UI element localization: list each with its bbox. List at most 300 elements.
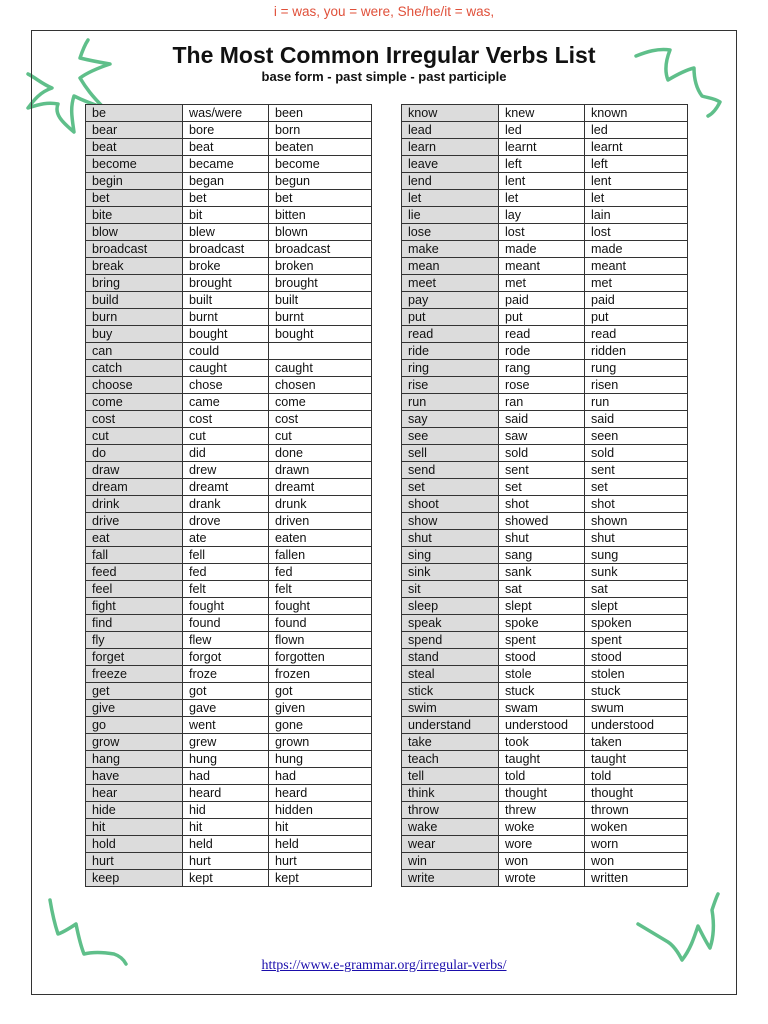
table-row <box>86 751 372 768</box>
past-participle-cell: begun <box>269 173 372 190</box>
table-row <box>402 462 688 479</box>
table-row <box>86 836 372 853</box>
table-row <box>402 836 688 853</box>
table-row <box>402 802 688 819</box>
past-participle-cell: brought <box>269 275 372 292</box>
base-form-cell: drink <box>86 496 183 513</box>
base-form-cell: rise <box>402 377 499 394</box>
past-participle-cell: shot <box>585 496 688 513</box>
table-row <box>402 785 688 802</box>
past-participle-cell: sent <box>585 462 688 479</box>
past-participle-cell: sung <box>585 547 688 564</box>
past-simple-cell: fought <box>183 598 269 615</box>
past-participle-cell: let <box>585 190 688 207</box>
table-row <box>86 292 372 309</box>
past-simple-cell: could <box>183 343 269 360</box>
table-row <box>86 462 372 479</box>
base-form-cell: give <box>86 700 183 717</box>
base-form-cell: keep <box>86 870 183 887</box>
page-subtitle: base form - past simple - past participle <box>261 69 507 84</box>
past-simple-cell: stuck <box>499 683 585 700</box>
past-participle-cell: fallen <box>269 547 372 564</box>
table-row <box>402 751 688 768</box>
table-row <box>86 105 372 122</box>
table-row <box>86 224 372 241</box>
past-simple-cell: built <box>183 292 269 309</box>
base-form-cell: sleep <box>402 598 499 615</box>
base-form-cell: read <box>402 326 499 343</box>
base-form-cell: put <box>402 309 499 326</box>
past-simple-cell: gave <box>183 700 269 717</box>
past-participle-cell: heard <box>269 785 372 802</box>
past-simple-cell: grew <box>183 734 269 751</box>
past-simple-cell: chose <box>183 377 269 394</box>
past-participle-cell: hit <box>269 819 372 836</box>
past-simple-cell: drove <box>183 513 269 530</box>
past-participle-cell: known <box>585 105 688 122</box>
table-row <box>86 666 372 683</box>
table-row <box>402 819 688 836</box>
page-title: The Most Common Irregular Verbs List <box>172 42 596 68</box>
past-simple-cell: froze <box>183 666 269 683</box>
past-simple-cell: took <box>499 734 585 751</box>
base-form-cell: think <box>402 785 499 802</box>
base-form-cell: bet <box>86 190 183 207</box>
base-form-cell: do <box>86 445 183 462</box>
table-row <box>402 122 688 139</box>
base-form-cell: find <box>86 615 183 632</box>
past-simple-cell: drew <box>183 462 269 479</box>
base-form-cell: cost <box>86 411 183 428</box>
base-form-cell: hurt <box>86 853 183 870</box>
past-participle-cell: left <box>585 156 688 173</box>
base-form-cell: lie <box>402 207 499 224</box>
past-simple-cell: swam <box>499 700 585 717</box>
table-row <box>86 632 372 649</box>
past-simple-cell: cut <box>183 428 269 445</box>
table-row <box>86 445 372 462</box>
verb-table-right <box>401 104 688 887</box>
past-simple-cell: dreamt <box>183 479 269 496</box>
past-simple-cell: meant <box>499 258 585 275</box>
past-participle-cell: seen <box>585 428 688 445</box>
past-participle-cell: cut <box>269 428 372 445</box>
base-form-cell: eat <box>86 530 183 547</box>
table-row <box>86 615 372 632</box>
past-simple-cell: wore <box>499 836 585 853</box>
past-participle-cell: woken <box>585 819 688 836</box>
base-form-cell: bear <box>86 122 183 139</box>
handwritten-annotation: i = was, you = were, She/he/it = was, <box>273 4 495 19</box>
table-row <box>402 700 688 717</box>
past-simple-cell: bit <box>183 207 269 224</box>
past-simple-cell: beat <box>183 139 269 156</box>
base-form-cell: dream <box>86 479 183 496</box>
past-participle-cell: fought <box>269 598 372 615</box>
past-participle-cell: eaten <box>269 530 372 547</box>
past-participle-cell: taught <box>585 751 688 768</box>
table-row <box>86 343 372 360</box>
past-participle-cell: set <box>585 479 688 496</box>
table-row <box>402 139 688 156</box>
past-participle-cell: lost <box>585 224 688 241</box>
past-participle-cell: sat <box>585 581 688 598</box>
base-form-cell: shoot <box>402 496 499 513</box>
base-form-cell: sink <box>402 564 499 581</box>
past-simple-cell: sang <box>499 547 585 564</box>
past-participle-cell: ridden <box>585 343 688 360</box>
table-row <box>86 649 372 666</box>
past-participle-cell: gone <box>269 717 372 734</box>
base-form-cell: come <box>86 394 183 411</box>
base-form-cell: wake <box>402 819 499 836</box>
table-row <box>86 173 372 190</box>
past-simple-cell: went <box>183 717 269 734</box>
past-participle-cell: run <box>585 394 688 411</box>
past-simple-cell: learnt <box>499 139 585 156</box>
base-form-cell: sell <box>402 445 499 462</box>
past-participle-cell: cost <box>269 411 372 428</box>
past-participle-cell: slept <box>585 598 688 615</box>
table-row <box>86 598 372 615</box>
past-simple-cell: lost <box>499 224 585 241</box>
past-participle-cell: chosen <box>269 377 372 394</box>
past-participle-cell: shut <box>585 530 688 547</box>
past-simple-cell: came <box>183 394 269 411</box>
worksheet-page <box>31 30 737 995</box>
past-participle-cell: bet <box>269 190 372 207</box>
base-form-cell: hide <box>86 802 183 819</box>
table-row <box>86 717 372 734</box>
table-row <box>86 802 372 819</box>
past-participle-cell: bitten <box>269 207 372 224</box>
past-simple-cell: thought <box>499 785 585 802</box>
base-form-cell: become <box>86 156 183 173</box>
table-row <box>86 683 372 700</box>
past-participle-cell: read <box>585 326 688 343</box>
past-participle-cell: meant <box>585 258 688 275</box>
past-simple-cell: was/were <box>183 105 269 122</box>
base-form-cell: see <box>402 428 499 445</box>
table-row <box>402 479 688 496</box>
past-participle-cell: rung <box>585 360 688 377</box>
past-participle-cell: risen <box>585 377 688 394</box>
table-row <box>402 734 688 751</box>
table-row <box>86 309 372 326</box>
base-form-cell: understand <box>402 717 499 734</box>
past-participle-cell: caught <box>269 360 372 377</box>
past-participle-cell: driven <box>269 513 372 530</box>
base-form-cell: catch <box>86 360 183 377</box>
table-row <box>86 581 372 598</box>
table-row <box>402 207 688 224</box>
table-row <box>402 649 688 666</box>
table-row <box>86 819 372 836</box>
past-simple-cell: drank <box>183 496 269 513</box>
past-simple-cell: slept <box>499 598 585 615</box>
past-participle-cell: beaten <box>269 139 372 156</box>
base-form-cell: let <box>402 190 499 207</box>
past-simple-cell: knew <box>499 105 585 122</box>
table-row <box>86 275 372 292</box>
base-form-cell: learn <box>402 139 499 156</box>
past-participle-cell: broken <box>269 258 372 275</box>
base-form-cell: lose <box>402 224 499 241</box>
past-participle-cell: written <box>585 870 688 887</box>
past-simple-cell: made <box>499 241 585 258</box>
table-row <box>86 870 372 887</box>
past-simple-cell: felt <box>183 581 269 598</box>
past-participle-cell: sunk <box>585 564 688 581</box>
past-participle-cell: given <box>269 700 372 717</box>
table-row <box>402 343 688 360</box>
past-participle-cell: shown <box>585 513 688 530</box>
past-simple-cell: brought <box>183 275 269 292</box>
table-row <box>402 496 688 513</box>
past-participle-cell <box>269 343 372 360</box>
past-simple-cell: spent <box>499 632 585 649</box>
base-form-cell: send <box>402 462 499 479</box>
past-participle-cell: sold <box>585 445 688 462</box>
past-participle-cell: paid <box>585 292 688 309</box>
base-form-cell: sing <box>402 547 499 564</box>
past-participle-cell: born <box>269 122 372 139</box>
past-participle-cell: drunk <box>269 496 372 513</box>
table-row <box>402 173 688 190</box>
past-simple-cell: lent <box>499 173 585 190</box>
table-row <box>402 241 688 258</box>
past-participle-cell: stuck <box>585 683 688 700</box>
past-participle-cell: spent <box>585 632 688 649</box>
table-row <box>402 156 688 173</box>
table-row <box>402 428 688 445</box>
base-form-cell: cut <box>86 428 183 445</box>
base-form-cell: grow <box>86 734 183 751</box>
table-row <box>402 513 688 530</box>
past-participle-cell: spoken <box>585 615 688 632</box>
table-row <box>86 207 372 224</box>
table-row <box>402 666 688 683</box>
base-form-cell: choose <box>86 377 183 394</box>
past-participle-cell: built <box>269 292 372 309</box>
base-form-cell: ring <box>402 360 499 377</box>
past-participle-cell: made <box>585 241 688 258</box>
base-form-cell: speak <box>402 615 499 632</box>
past-simple-cell: caught <box>183 360 269 377</box>
table-row <box>86 258 372 275</box>
past-participle-cell: lent <box>585 173 688 190</box>
past-simple-cell: won <box>499 853 585 870</box>
past-participle-cell: told <box>585 768 688 785</box>
base-form-cell: feed <box>86 564 183 581</box>
base-form-cell: break <box>86 258 183 275</box>
past-participle-cell: taken <box>585 734 688 751</box>
past-simple-cell: got <box>183 683 269 700</box>
past-simple-cell: paid <box>499 292 585 309</box>
past-simple-cell: wrote <box>499 870 585 887</box>
past-participle-cell: swum <box>585 700 688 717</box>
past-simple-cell: woke <box>499 819 585 836</box>
base-form-cell: make <box>402 241 499 258</box>
base-form-cell: go <box>86 717 183 734</box>
table-row <box>86 768 372 785</box>
past-participle-cell: dreamt <box>269 479 372 496</box>
base-form-cell: stand <box>402 649 499 666</box>
past-simple-cell: read <box>499 326 585 343</box>
past-participle-cell: put <box>585 309 688 326</box>
base-form-cell: have <box>86 768 183 785</box>
base-form-cell: shut <box>402 530 499 547</box>
base-form-cell: begin <box>86 173 183 190</box>
past-simple-cell: rode <box>499 343 585 360</box>
table-row <box>86 428 372 445</box>
past-simple-cell: hid <box>183 802 269 819</box>
base-form-cell: hang <box>86 751 183 768</box>
table-row <box>86 394 372 411</box>
base-form-cell: fall <box>86 547 183 564</box>
past-participle-cell: fed <box>269 564 372 581</box>
base-form-cell: buy <box>86 326 183 343</box>
past-participle-cell: hung <box>269 751 372 768</box>
table-row <box>402 564 688 581</box>
past-participle-cell: learnt <box>585 139 688 156</box>
past-participle-cell: done <box>269 445 372 462</box>
base-form-cell: steal <box>402 666 499 683</box>
base-form-cell: be <box>86 105 183 122</box>
base-form-cell: throw <box>402 802 499 819</box>
past-simple-cell: hung <box>183 751 269 768</box>
base-form-cell: know <box>402 105 499 122</box>
past-simple-cell: fell <box>183 547 269 564</box>
table-row <box>402 530 688 547</box>
base-form-cell: get <box>86 683 183 700</box>
base-form-cell: tell <box>402 768 499 785</box>
table-row <box>86 547 372 564</box>
past-simple-cell: set <box>499 479 585 496</box>
table-row <box>402 105 688 122</box>
past-simple-cell: hit <box>183 819 269 836</box>
table-row <box>402 717 688 734</box>
base-form-cell: win <box>402 853 499 870</box>
past-participle-cell: worn <box>585 836 688 853</box>
base-form-cell: forget <box>86 649 183 666</box>
table-row <box>402 258 688 275</box>
base-form-cell: drive <box>86 513 183 530</box>
past-simple-cell: began <box>183 173 269 190</box>
past-simple-cell: flew <box>183 632 269 649</box>
past-participle-cell: lain <box>585 207 688 224</box>
past-participle-cell: had <box>269 768 372 785</box>
past-simple-cell: bet <box>183 190 269 207</box>
table-row <box>86 496 372 513</box>
table-row <box>402 445 688 462</box>
past-participle-cell: burnt <box>269 309 372 326</box>
table-row <box>86 479 372 496</box>
table-row <box>86 139 372 156</box>
table-row <box>402 870 688 887</box>
past-simple-cell: broadcast <box>183 241 269 258</box>
base-form-cell: show <box>402 513 499 530</box>
past-participle-cell: blown <box>269 224 372 241</box>
table-row <box>402 360 688 377</box>
base-form-cell: say <box>402 411 499 428</box>
base-form-cell: write <box>402 870 499 887</box>
past-participle-cell: flown <box>269 632 372 649</box>
table-row <box>86 564 372 581</box>
past-simple-cell: lay <box>499 207 585 224</box>
past-simple-cell: left <box>499 156 585 173</box>
past-simple-cell: rang <box>499 360 585 377</box>
past-simple-cell: heard <box>183 785 269 802</box>
past-participle-cell: kept <box>269 870 372 887</box>
base-form-cell: leave <box>402 156 499 173</box>
table-row <box>402 326 688 343</box>
past-participle-cell: been <box>269 105 372 122</box>
past-simple-cell: bore <box>183 122 269 139</box>
past-participle-cell: hidden <box>269 802 372 819</box>
table-row <box>86 530 372 547</box>
base-form-cell: lead <box>402 122 499 139</box>
base-form-cell: bring <box>86 275 183 292</box>
table-row <box>402 275 688 292</box>
past-simple-cell: sank <box>499 564 585 581</box>
base-form-cell: sit <box>402 581 499 598</box>
past-participle-cell: become <box>269 156 372 173</box>
table-row <box>402 547 688 564</box>
base-form-cell: swim <box>402 700 499 717</box>
table-row <box>86 411 372 428</box>
base-form-cell: draw <box>86 462 183 479</box>
base-form-cell: hold <box>86 836 183 853</box>
table-row <box>86 190 372 207</box>
table-row <box>402 224 688 241</box>
past-participle-cell: found <box>269 615 372 632</box>
past-simple-cell: threw <box>499 802 585 819</box>
past-simple-cell: burnt <box>183 309 269 326</box>
verb-table-left <box>85 104 372 887</box>
past-participle-cell: won <box>585 853 688 870</box>
past-simple-cell: found <box>183 615 269 632</box>
past-simple-cell: stood <box>499 649 585 666</box>
base-form-cell: hear <box>86 785 183 802</box>
past-participle-cell: hurt <box>269 853 372 870</box>
source-link[interactable]: https://www.e-grammar.org/irregular-verbs/ <box>261 958 507 973</box>
base-form-cell: meet <box>402 275 499 292</box>
base-form-cell: run <box>402 394 499 411</box>
table-row <box>402 292 688 309</box>
past-simple-cell: told <box>499 768 585 785</box>
table-row <box>86 734 372 751</box>
past-simple-cell: kept <box>183 870 269 887</box>
past-simple-cell: became <box>183 156 269 173</box>
past-simple-cell: let <box>499 190 585 207</box>
past-participle-cell: stolen <box>585 666 688 683</box>
base-form-cell: wear <box>402 836 499 853</box>
base-form-cell: hit <box>86 819 183 836</box>
past-participle-cell: bought <box>269 326 372 343</box>
table-row <box>86 156 372 173</box>
table-row <box>86 377 372 394</box>
base-form-cell: set <box>402 479 499 496</box>
past-participle-cell: got <box>269 683 372 700</box>
table-row <box>402 853 688 870</box>
base-form-cell: beat <box>86 139 183 156</box>
table-row <box>402 598 688 615</box>
past-participle-cell: forgotten <box>269 649 372 666</box>
past-simple-cell: ran <box>499 394 585 411</box>
past-simple-cell: sent <box>499 462 585 479</box>
past-simple-cell: said <box>499 411 585 428</box>
